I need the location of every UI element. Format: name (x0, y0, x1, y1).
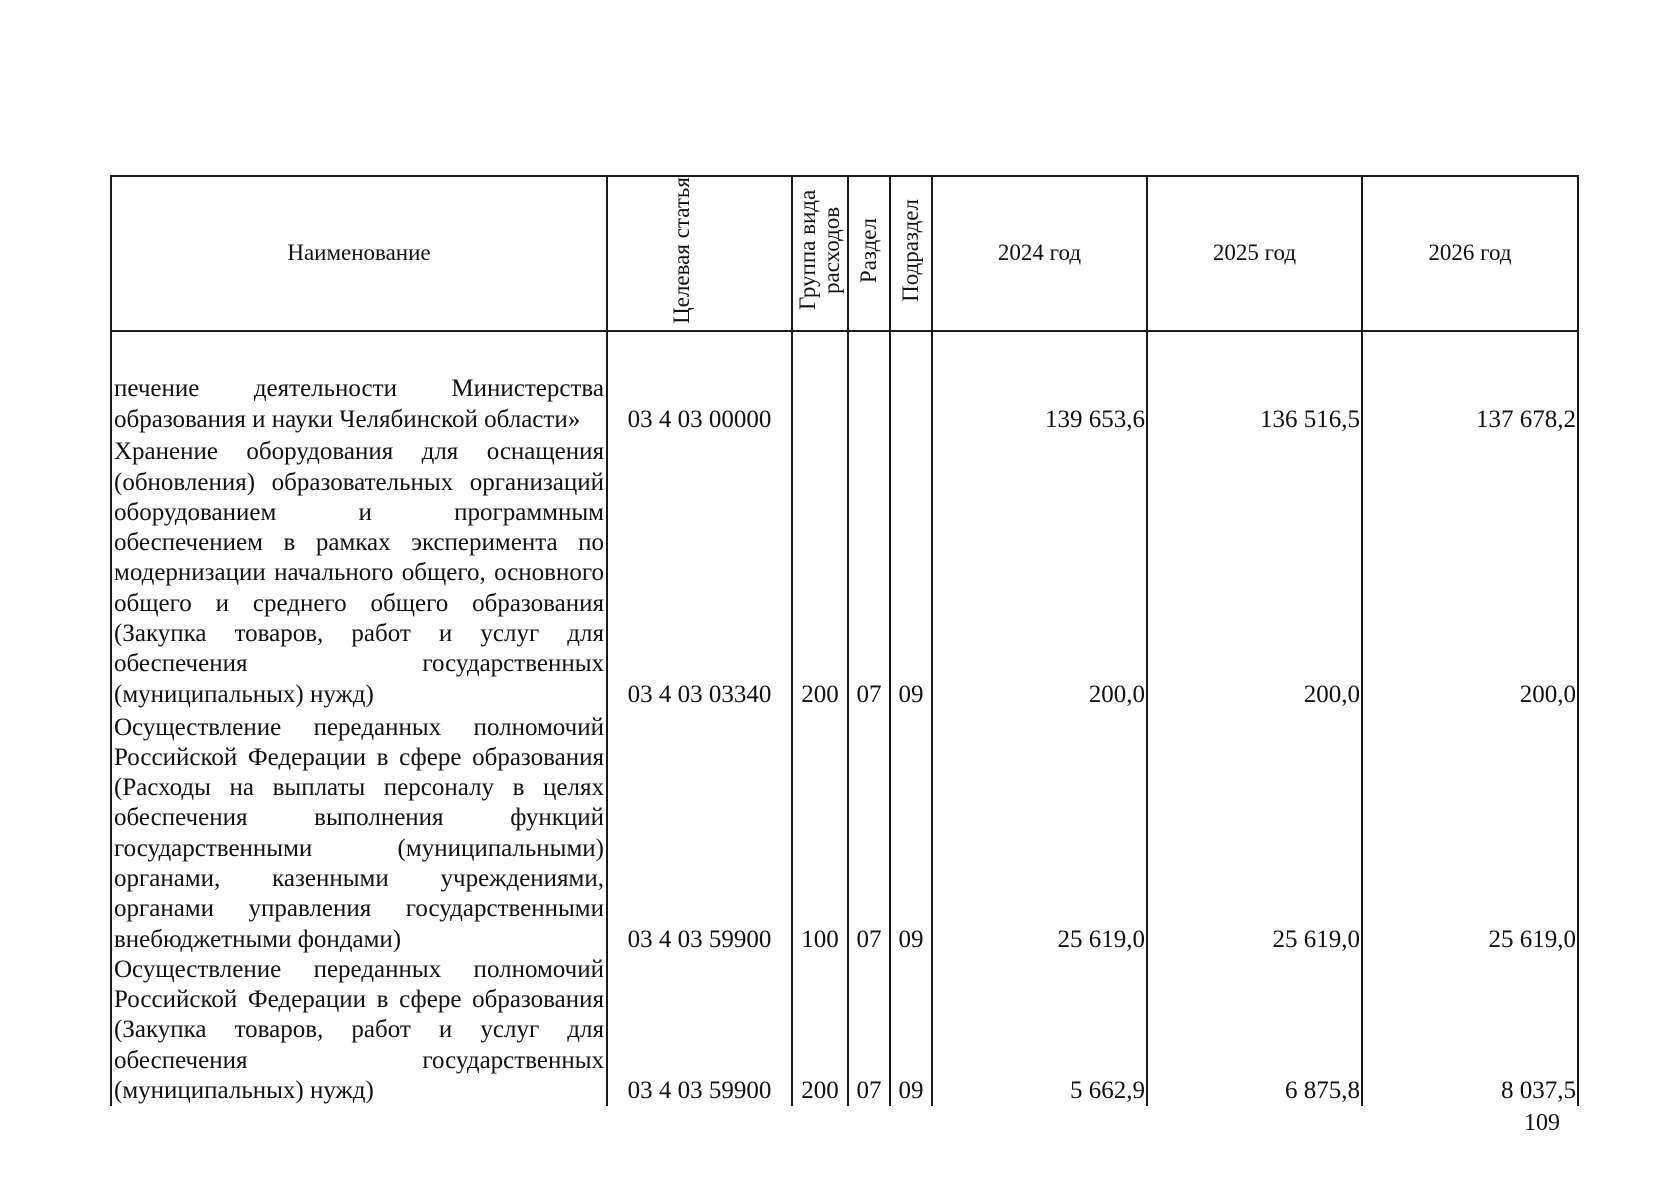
header-expense-group: Группа вида расходов (792, 176, 848, 331)
row-target-article: 03 4 03 59900 (607, 955, 792, 1106)
row-expense-group: 200 (792, 955, 848, 1106)
row-section: 07 (848, 710, 890, 955)
row-2024: 25 619,0 (932, 710, 1147, 955)
row-2025: 6 875,8 (1147, 955, 1362, 1106)
row-name: Осуществление переданных полномочий Российской Федерации в сфере образования (Закупка товаров, работ и услуг для обеспечения государственных (муниципальных) нужд) (111, 955, 607, 1106)
row-subsection (890, 331, 932, 435)
row-section (848, 331, 890, 435)
row-2025: 25 619,0 (1147, 710, 1362, 955)
row-2024: 5 662,9 (932, 955, 1147, 1106)
table-row (111, 955, 1578, 1106)
row-section: 07 (848, 435, 890, 710)
header-name: Наименование (111, 176, 607, 331)
row-expense-group: 200 (792, 435, 848, 710)
row-subsection: 09 (890, 435, 932, 710)
row-target-article: 03 4 03 03340 (607, 435, 792, 710)
row-2024: 139 653,6 (932, 331, 1147, 435)
row-2024: 200,0 (932, 435, 1147, 710)
row-2026: 137 678,2 (1362, 331, 1578, 435)
row-2025: 200,0 (1147, 435, 1362, 710)
row-2026: 25 619,0 (1362, 710, 1578, 955)
row-section: 07 (848, 955, 890, 1106)
table-row (111, 331, 1578, 435)
header-2026: 2026 год (1362, 176, 1578, 331)
row-expense-group: 100 (792, 710, 848, 955)
table-row (111, 710, 1578, 955)
row-name: Осуществление переданных полномочий Российской Федерации в сфере образования (Расходы на выплаты персоналу в целях обеспечения выполнения функций государственными (муниципальными) органами, казенными учреждениями, органами управления государственными внебюджетными фондами) (111, 710, 607, 955)
row-2026: 8 037,5 (1362, 955, 1578, 1106)
row-target-article: 03 4 03 59900 (607, 710, 792, 955)
header-2024: 2024 год (932, 176, 1147, 331)
row-2025: 136 516,5 (1147, 331, 1362, 435)
row-subsection: 09 (890, 710, 932, 955)
row-name: Хранение оборудования для оснащения (обновления) образовательных организаций оборудованием и программным обеспечением в рамках эксперимента по модернизации начального общего, основного общего и среднего общего образования (Закупка товаров, работ и услуг для обеспечения государственных (муниципальных) нужд) (111, 435, 607, 710)
row-target-article: 03 4 03 00000 (607, 331, 792, 435)
header-target-article: Целевая статья (607, 176, 792, 331)
header-section: Раздел (848, 176, 890, 331)
table-header-row (111, 176, 1578, 331)
table-row (111, 435, 1578, 710)
budget-table (110, 175, 1579, 1106)
header-subsection: Подраздел (890, 176, 932, 331)
row-expense-group (792, 331, 848, 435)
header-2025: 2025 год (1147, 176, 1362, 331)
page-number: 109 (1524, 1110, 1560, 1136)
row-name: печение деятельности Министерства образования и науки Челябинской области» (111, 331, 607, 435)
row-2026: 200,0 (1362, 435, 1578, 710)
row-subsection: 09 (890, 955, 932, 1106)
